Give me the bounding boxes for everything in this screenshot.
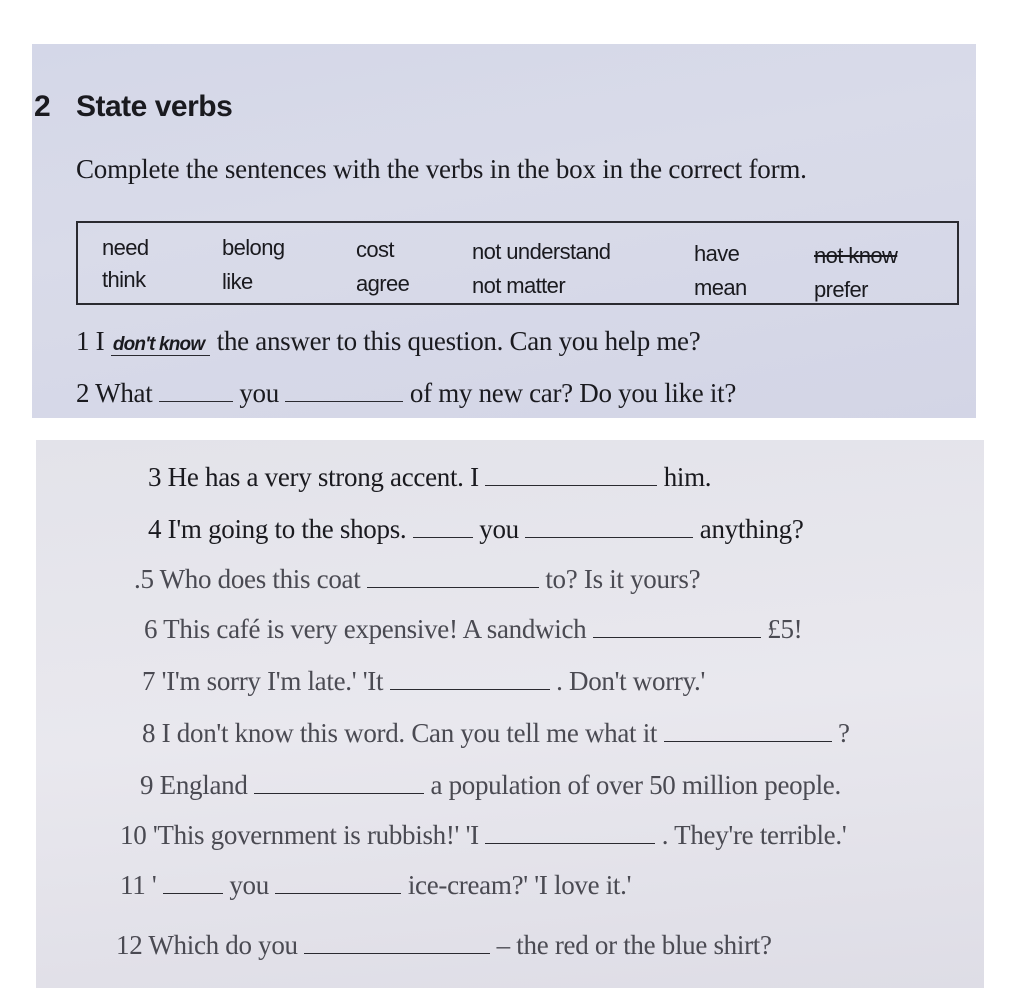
sentence-number: 6 <box>144 614 158 644</box>
sentence-3 <box>148 462 711 493</box>
sentence-8 <box>142 718 850 749</box>
verb-struck-example: not know <box>814 243 898 268</box>
sentence-text: anything? <box>699 514 804 544</box>
sentence-text: you <box>239 378 279 408</box>
sentence-number: 2 <box>76 378 90 408</box>
verb: mean <box>694 275 747 300</box>
answer-blank[interactable] <box>485 463 657 486</box>
answer-blank[interactable] <box>390 667 550 690</box>
sentence-text: What <box>95 378 153 408</box>
verb: prefer <box>814 277 868 302</box>
sentence-text: you <box>479 514 519 544</box>
sentence-number: 8 <box>142 718 156 748</box>
sentence-text: England <box>159 770 248 800</box>
sentence-text: I'm going to the shops. <box>167 514 407 544</box>
sentence-text: Which do you <box>148 930 298 960</box>
sentence-text: to? Is it yours? <box>545 564 701 594</box>
answer-blank[interactable] <box>413 515 473 538</box>
sentence-5 <box>134 564 700 595</box>
verb-box <box>76 221 959 305</box>
answer-blank[interactable] <box>163 871 223 894</box>
sentence-text: I don't know this word. Can you tell me what it <box>161 718 658 748</box>
sentence-7 <box>142 666 705 697</box>
verb: belong <box>222 235 285 260</box>
exercise-title: State verbs <box>76 90 233 123</box>
sentence-text: He has a very strong accent. I <box>167 462 479 492</box>
sentence-number: 9 <box>140 770 154 800</box>
sentence-number: 7 <box>142 666 156 696</box>
verb: like <box>222 269 253 294</box>
verb: agree <box>356 271 410 296</box>
sentence-text: a population of over 50 million people. <box>430 770 841 800</box>
sentence-text: – the red or the blue shirt? <box>496 930 772 960</box>
sentence-text: the answer to this question. Can you help me? <box>216 326 701 356</box>
sentence-text: 'It <box>362 666 384 696</box>
sentence-text: This café is very expensive! A sandwich <box>163 614 587 644</box>
sentence-4 <box>148 514 804 545</box>
sentence-number: 10 <box>120 820 147 850</box>
sentence-text: 'I love it.' <box>534 870 632 900</box>
sentence-text: 'This government is rubbish!' <box>152 820 460 850</box>
verb: not matter <box>472 273 566 298</box>
answer-blank[interactable] <box>275 871 401 894</box>
exercise-number: 2 <box>34 90 51 123</box>
sentence-text: 'I <box>465 820 479 850</box>
sentence-text: £5! <box>767 614 803 644</box>
verb: think <box>102 267 146 292</box>
sentence-number: 11 <box>120 870 146 900</box>
verb: cost <box>356 237 394 262</box>
exercise-bottom-panel <box>36 440 984 988</box>
exercise-instruction: Complete the sentences with the verbs in the box in the correct form. <box>76 154 807 184</box>
sentence-text: . Don't worry.' <box>556 666 706 696</box>
answer-blank[interactable] <box>304 931 490 954</box>
sentence-text: ' <box>151 870 157 900</box>
sentence-text: you <box>229 870 269 900</box>
sentence-11 <box>120 870 631 901</box>
sentence-text: of my new car? Do you like it? <box>409 378 737 408</box>
example-answer: don't know <box>111 334 211 356</box>
answer-blank[interactable] <box>525 515 693 538</box>
answer-blank[interactable] <box>159 379 233 402</box>
answer-blank[interactable] <box>254 771 424 794</box>
sentence-number: 12 <box>116 930 143 960</box>
sentence-number: .5 <box>134 564 154 594</box>
sentence-text: I <box>95 326 105 356</box>
sentence-1 <box>76 326 700 357</box>
sentence-text: ? <box>838 718 850 748</box>
sentence-text: . They're terrible.' <box>661 820 847 850</box>
sentence-text: him. <box>663 462 712 492</box>
sentence-text: 'I'm sorry I'm late.' <box>161 666 357 696</box>
verb: not understand <box>472 239 611 264</box>
answer-blank[interactable] <box>285 379 403 402</box>
sentence-text: ice-cream?' <box>407 870 528 900</box>
verb: have <box>694 241 740 266</box>
sentence-9 <box>140 770 841 801</box>
sentence-number: 1 <box>76 326 90 356</box>
sentence-number: 4 <box>148 514 162 544</box>
sentence-12 <box>116 930 772 961</box>
sentence-number: 3 <box>148 462 162 492</box>
answer-blank[interactable] <box>664 719 832 742</box>
answer-blank[interactable] <box>593 615 761 638</box>
sentence-text: Who does this coat <box>159 564 361 594</box>
answer-blank[interactable] <box>485 821 655 844</box>
verb: need <box>102 235 149 260</box>
exercise-top-panel <box>32 44 976 418</box>
sentence-2 <box>76 378 736 409</box>
sentence-10 <box>120 820 846 851</box>
sentence-6 <box>144 614 802 645</box>
answer-blank[interactable] <box>367 565 539 588</box>
